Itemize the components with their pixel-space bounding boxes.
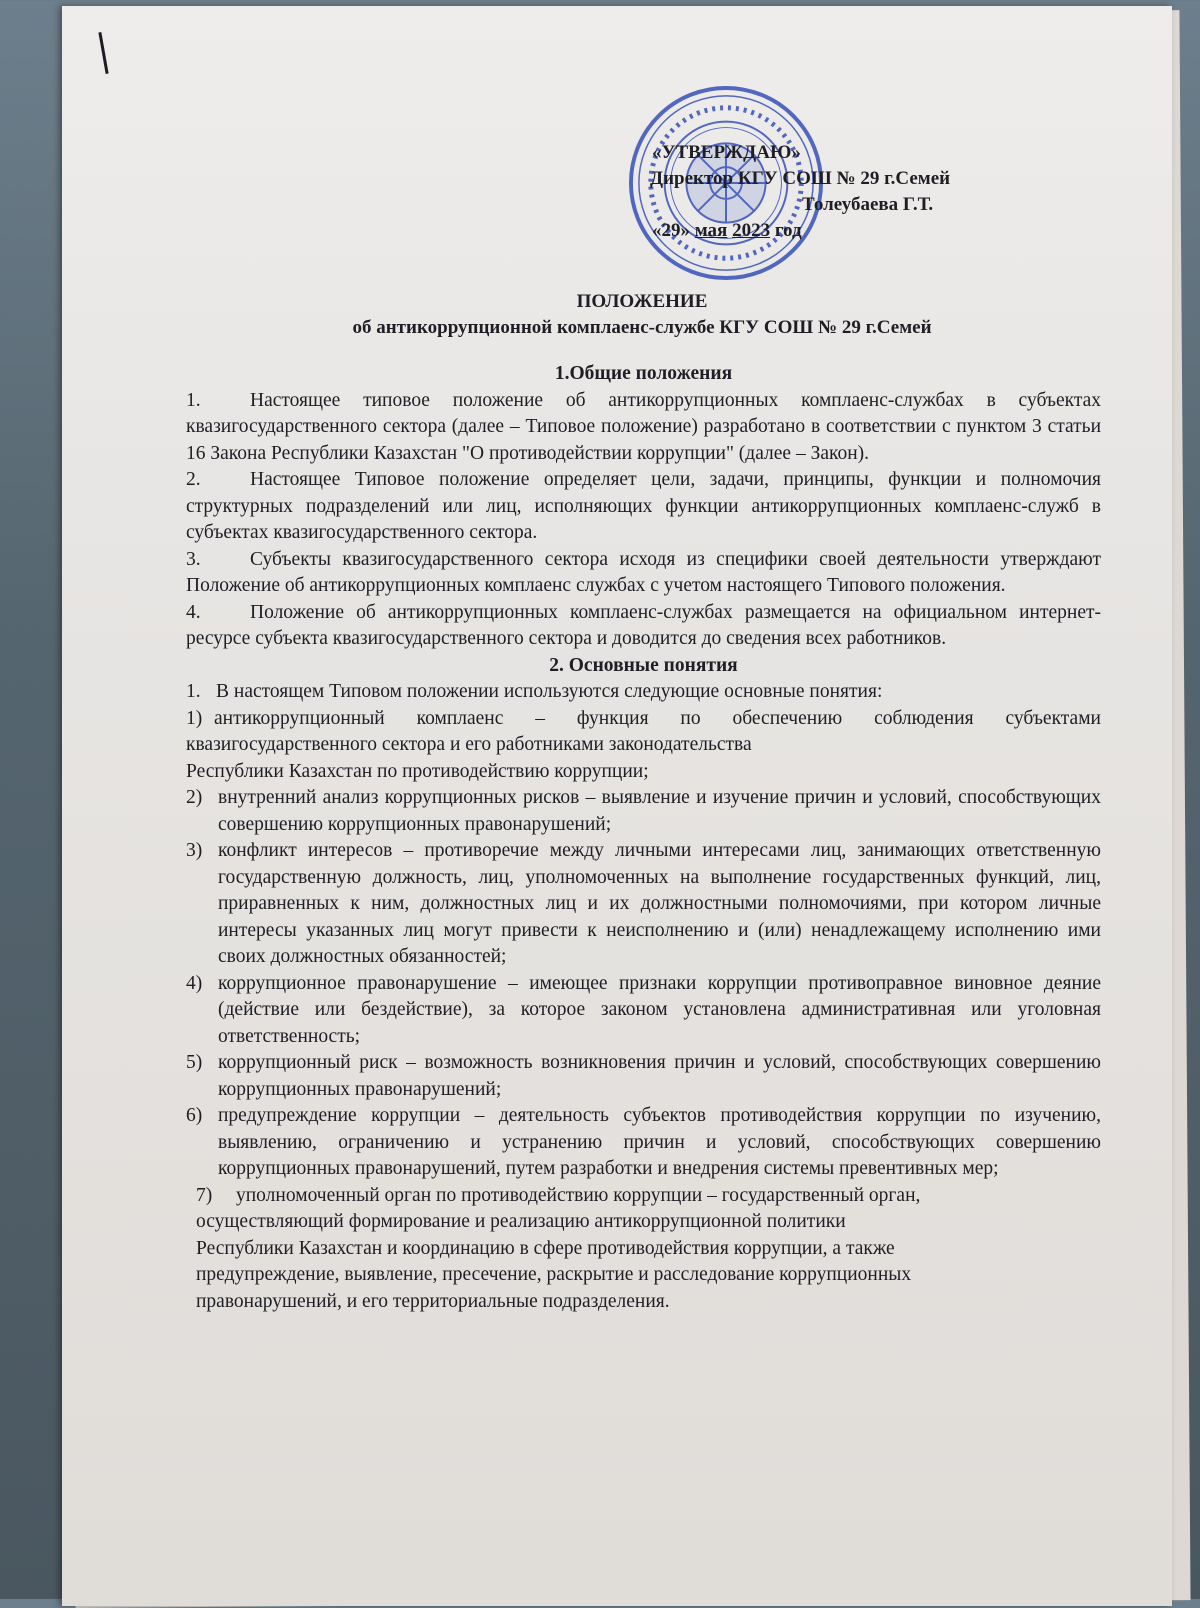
approval-heading: «УТВЕРЖДАЮ» (652, 142, 801, 163)
item-text: предупреждение коррупции – деятельность субъектов противодействия коррупции по изучению, выявлению, ограничению и устранению причин и условий, способствующих совершению коррупционных правонарушений, путем разработки и внедрения системы превентивных мер; (218, 1105, 1101, 1179)
definition-item (186, 1050, 1101, 1103)
item-text: антикоррупционный комплаенс – функция по обеспечению соблюдения субъектами квазигосударственного сектора и его работниками законодательства (186, 707, 1101, 755)
item-text: Субъекты квазигосударственного сектора исходя из специфики своей деятельности утверждают Положение об антикоррупционных комплаенс службах с учетом настоящего Типового положения. (186, 548, 1101, 596)
item-text: Настоящее типовое положение об антикоррупционных комплаенс-службах в субъектах квазигосударственного сектора (далее – Типовое положение) разработано в соответствии с пунктом 3 статьи 16 Закона Республики Казахстан "О противодействии коррупции" (далее – Закон). (186, 389, 1101, 464)
approval-year-suffix: год (774, 220, 802, 241)
section1-item (186, 600, 1101, 653)
item-number: 2. (186, 469, 201, 490)
definition-item (186, 785, 1101, 838)
item-text: конфликт интересов – противоречие между личными интересами лиц, занимающих ответственную государственную должность, лиц, уполномоченных на выполнение государственных функций, лиц, приравненных к ним, должностных лиц и их должностными полномочиями, при котором личные интересы указанных лиц могут привести к неисполнению и (или) ненадлежащему исполнению ими своих должностных обязанностей; (218, 840, 1101, 967)
item-number: 5) (186, 1052, 203, 1073)
approval-block (642, 140, 1102, 244)
pen-mark (98, 32, 108, 74)
item-number: 3) (186, 840, 203, 861)
approval-day: «29» (652, 220, 690, 241)
intro-number: 1. (186, 681, 201, 702)
document-body (186, 361, 1101, 1315)
def7-line: правонарушений, и его территориальные подразделения. (196, 1290, 670, 1312)
item-number: 7) (196, 1184, 213, 1206)
def7-line: Республики Казахстан и координацию в сфере противодействия коррупции, а также (196, 1237, 895, 1259)
document-title (62, 289, 1200, 341)
section1-item (186, 547, 1101, 600)
item-text: внутренний анализ коррупционных рисков – выявление и изучение причин и условий, способствующих совершению коррупционных правонарушений; (218, 787, 1101, 835)
item-number: 4) (186, 972, 203, 994)
item-text: Положение об антикоррупционных комплаенс-службах размещается на официальном интернет-ресурсе субъекта квазигосударственного сектора и доводится до сведения всех работников. (186, 601, 1101, 649)
item-number: 6) (186, 1105, 203, 1126)
def7-line: предупреждение, выявление, пресечение, раскрытие и расследование коррупционных (196, 1264, 912, 1285)
definition-continuation: Республики Казахстан по противодействию коррупции; (186, 760, 649, 782)
def7-line: осуществляющий формирование и реализацию антикоррупционной политики (196, 1211, 846, 1232)
item-text: коррупционное правонарушение – имеющее признаки коррупции противоправное виновное деяние (действие или бездействие), за которое законом установлена административная или уголовная ответственность; (218, 972, 1101, 1047)
item-number: 1) (186, 707, 203, 729)
section1-item (186, 388, 1101, 468)
item-text: коррупционный риск – возможность возникновения причин и условий, способствующих совершению коррупционных правонарушений; (218, 1052, 1101, 1100)
title-main: ПОЛОЖЕНИЕ (576, 291, 708, 312)
approval-month: мая (694, 220, 728, 241)
item-text: Настоящее Типовое положение определяет цели, задачи, принципы, функции и полномочия структурных подразделений или лиц, исполняющих функции антикоррупционных комплаенс-служб в субъектах квазигосударственного сектора. (186, 469, 1101, 543)
intro-text: В настоящем Типовом положении используются следующие основные понятия: (216, 681, 883, 702)
item-number: 2) (186, 787, 203, 808)
item-number: 3. (186, 548, 201, 570)
section2-intro (186, 679, 1101, 706)
document-page (62, 6, 1172, 1606)
def7-line (196, 1183, 1101, 1210)
item-number: 4. (186, 601, 201, 623)
title-sub: об антикоррупционной комплаенс-службе КГУ СОШ № 29 г.Семей (352, 317, 932, 338)
approval-signer: Толеубаева Г.Т. (802, 194, 934, 215)
item-number: 1. (186, 389, 201, 411)
def7-text: уполномоченный орган по противодействию коррупции – государственный орган, (236, 1184, 921, 1206)
section2-heading: 2. Основные понятия (549, 654, 738, 676)
definition-item (186, 971, 1101, 1051)
section1-heading: 1.Общие положения (554, 363, 733, 384)
definition-item (186, 838, 1101, 971)
section1-item (186, 467, 1101, 547)
approval-date (642, 218, 1102, 244)
definition-item-7 (186, 1183, 1101, 1316)
definition-item (186, 706, 1101, 759)
approval-year: 2023 (732, 220, 771, 241)
approval-position: Директор КГУ СОШ № 29 г.Семей (650, 168, 951, 189)
definition-item (186, 1103, 1101, 1183)
